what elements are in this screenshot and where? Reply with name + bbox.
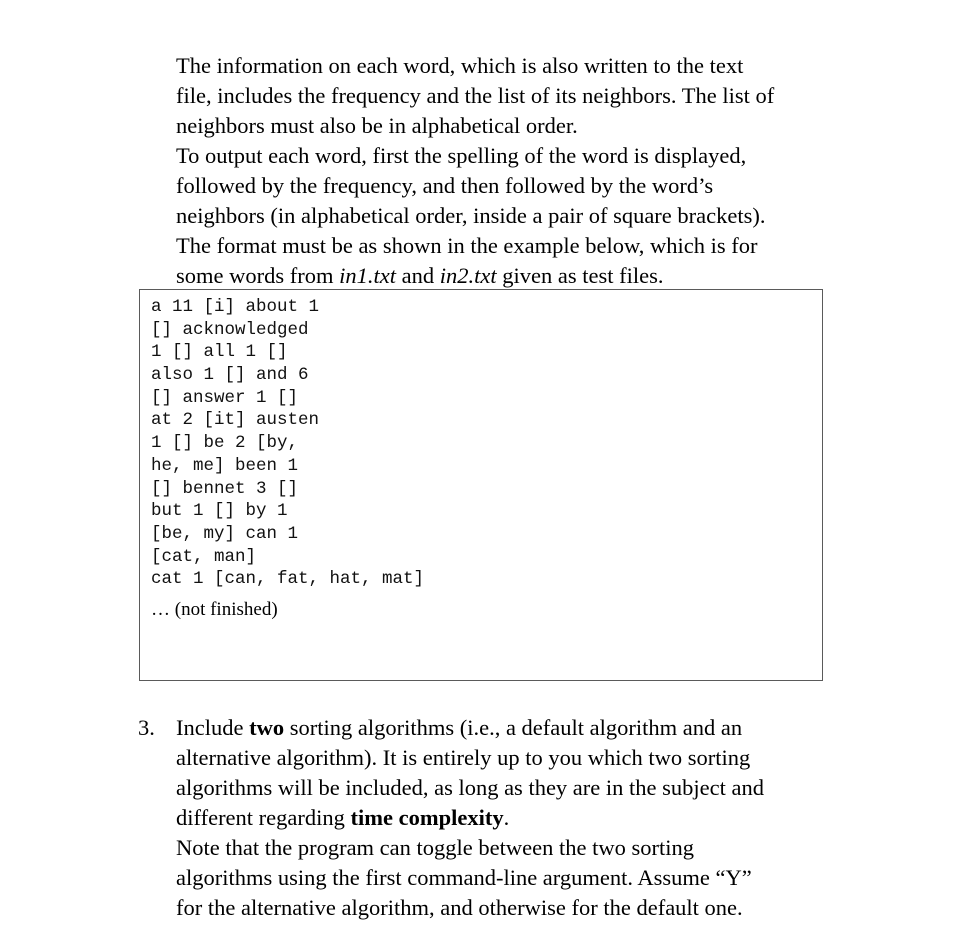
text-fragment: given as test files. bbox=[496, 263, 664, 288]
emphasis-two: two bbox=[249, 715, 285, 740]
text-fragment: and bbox=[395, 263, 440, 288]
text-line: Note that the program can toggle between the two sorting bbox=[176, 835, 694, 860]
emphasis-time-complexity: time complexity bbox=[350, 805, 504, 830]
code-line: 1 [] be 2 [by, bbox=[151, 433, 299, 454]
code-line: [be, my] can 1 bbox=[151, 523, 299, 544]
text-fragment: . bbox=[503, 805, 510, 830]
intro-text bbox=[176, 51, 836, 291]
text-line: neighbors (in alphabetical order, inside a pair of square brackets). bbox=[176, 203, 766, 228]
code-line: he, me] been 1 bbox=[151, 455, 299, 476]
text-line: The information on each word, which is also written to the text bbox=[176, 53, 744, 78]
code-line: [] bennet 3 [] bbox=[151, 478, 299, 499]
file-name-in2: in2.txt bbox=[439, 263, 497, 288]
text-line: algorithms will be included, as long as they are in the subject and bbox=[176, 775, 764, 800]
code-line: at 2 [it] austen bbox=[151, 410, 320, 431]
code-line: a 11 [i] about 1 bbox=[151, 297, 320, 317]
text-line: alternative algorithm). It is entirely up to you which two sorting bbox=[176, 745, 751, 770]
text-line: neighbors must also be in alphabetical order. bbox=[176, 113, 578, 138]
text-line: algorithms using the first command-line argument. Assume “Y” bbox=[176, 865, 752, 890]
code-line: but 1 [] by 1 bbox=[151, 501, 288, 522]
example-code bbox=[151, 296, 424, 591]
text-line: followed by the frequency, and then followed by the word’s bbox=[176, 173, 714, 198]
list-item-body bbox=[176, 713, 856, 923]
list-number: 3. bbox=[138, 715, 155, 740]
text-fragment: different regarding bbox=[176, 805, 351, 830]
code-line: 1 [] all 1 [] bbox=[151, 342, 288, 363]
intro-paragraph-2 bbox=[176, 141, 836, 231]
text-fragment: sorting algorithms (i.e., a default algorithm and an bbox=[284, 715, 743, 740]
item3-paragraph-2 bbox=[176, 833, 856, 923]
code-line: [cat, man] bbox=[151, 546, 257, 567]
text-fragment: Include bbox=[176, 715, 250, 740]
file-name-in1: in1.txt bbox=[339, 263, 396, 288]
text-line: To output each word, first the spelling of the word is displayed, bbox=[176, 143, 747, 168]
example-output-box bbox=[139, 289, 823, 681]
text-line: file, includes the frequency and the list of its neighbors. The list of bbox=[176, 83, 775, 108]
code-line: cat 1 [can, fat, hat, mat] bbox=[151, 569, 425, 590]
text-line: for the alternative algorithm, and otherwise for the default one. bbox=[176, 895, 743, 920]
intro-paragraph-3 bbox=[176, 231, 836, 291]
code-line: [] acknowledged bbox=[151, 319, 309, 340]
not-finished-note: … (not finished) bbox=[151, 599, 278, 620]
code-line: also 1 [] and 6 bbox=[151, 365, 309, 386]
item3-paragraph-1 bbox=[176, 713, 856, 833]
intro-paragraph-1 bbox=[176, 51, 836, 141]
text-line: The format must be as shown in the example below, which is for bbox=[176, 233, 758, 258]
text-fragment: some words from bbox=[176, 263, 340, 288]
code-line: [] answer 1 [] bbox=[151, 387, 299, 408]
